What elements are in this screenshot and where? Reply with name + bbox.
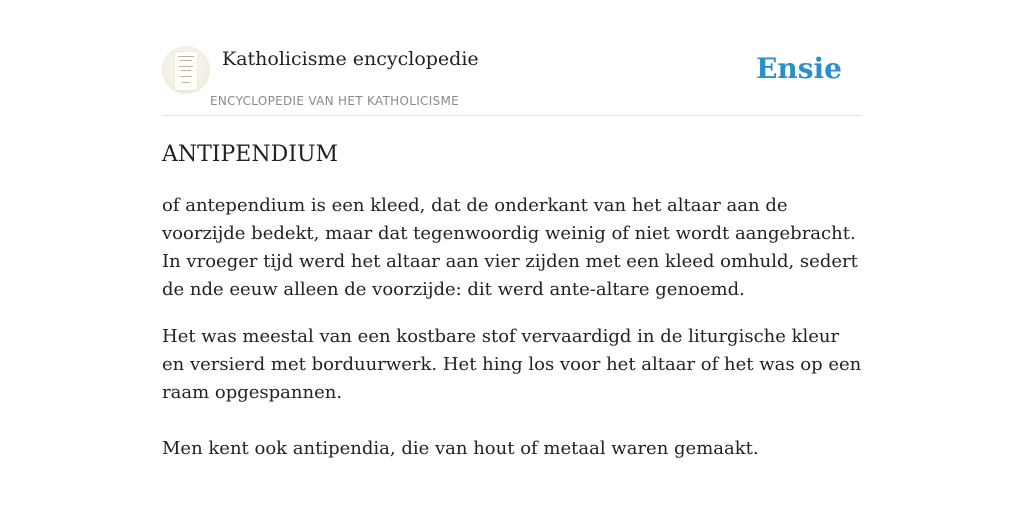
page-content: [162, 0, 862, 512]
book-cover-icon[interactable]: [162, 46, 210, 94]
book-page: [175, 52, 197, 90]
entry-paragraph: of antependium is een kleed, dat de onderkant van het altaar aan de voorzijde bedekt, maar dat tegenwoordig weinig of niet wordt aangebracht. In vroeger tijd werd het altaar aan vier zijden met een kleed omhuld, sedert de nde eeuw alleen de voorzijde: dit werd ante-altare genoemd.: [162, 195, 858, 300]
entry-paragraph: Het was meestal van een kostbare stof vervaardigd in de liturgische kleur en versierd met borduurwerk. Het hing los voor het altaar of het was op een raam opgespannen.: [162, 326, 862, 403]
entry-paragraph: Men kent ook antipendia, die van hout of metaal waren gemaakt.: [162, 438, 759, 459]
entry-title: ANTIPENDIUM: [162, 142, 339, 167]
site-subtitle: ENCYCLOPEDIE VAN HET KATHOLICISME: [210, 94, 459, 108]
site-header: [162, 0, 862, 116]
site-title-link[interactable]: Katholicisme encyclopedie: [222, 48, 479, 70]
brand-logo-link[interactable]: Ensie: [756, 52, 842, 85]
